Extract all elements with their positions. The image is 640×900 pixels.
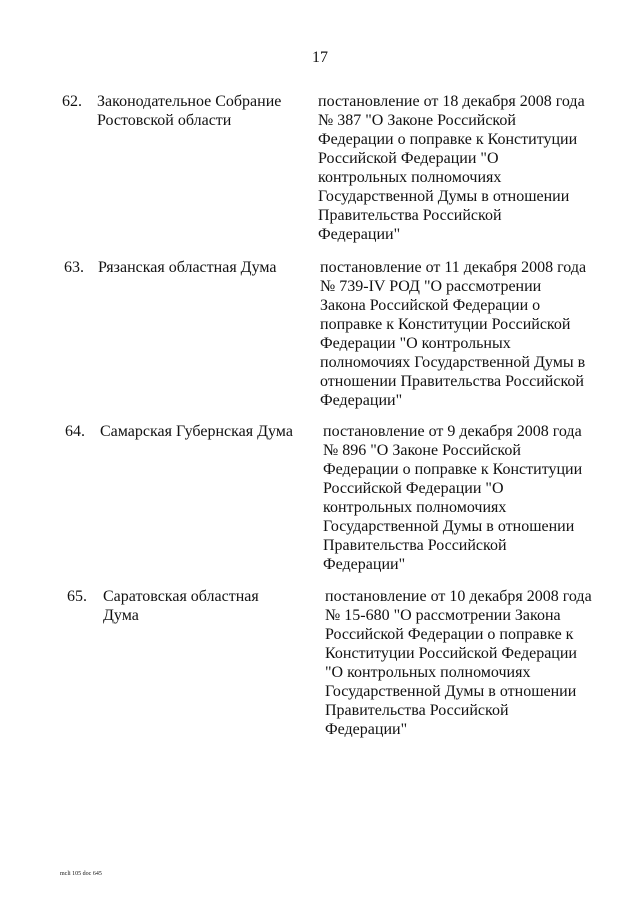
resolution-line: Российской Федерации "О	[318, 150, 499, 167]
organization-name	[98, 258, 308, 277]
resolution-text	[320, 258, 585, 410]
organization-line: Дума	[103, 607, 139, 624]
organization-line: Ростовской области	[97, 112, 232, 129]
resolution-line: Российской Федерации "О	[323, 480, 504, 497]
resolution-text	[318, 92, 583, 244]
resolution-line: Государственной Думы в отношении	[318, 188, 570, 205]
resolution-line: Федерации о поправке к Конституции	[323, 461, 583, 478]
resolution-line: Федерации "О контрольных	[320, 335, 511, 352]
resolution-line: Закона Российской Федерации о	[320, 297, 541, 314]
resolution-line: № 739-IV РОД "О рассмотрении	[320, 278, 542, 295]
resolution-line: Федерации"	[325, 721, 408, 738]
resolution-line: Конституции Российской Федерации	[325, 645, 577, 662]
entry-number: 64.	[65, 423, 85, 440]
page-number: 17	[312, 49, 328, 66]
resolution-line: постановление от 11 декабря 2008 года	[320, 259, 587, 276]
resolution-line: Федерации о поправке к Конституции	[318, 131, 578, 148]
resolution-line: Государственной Думы в отношении	[323, 518, 575, 535]
resolution-line: постановление от 9 декабря 2008 года	[323, 423, 582, 440]
resolution-line: Федерации"	[323, 556, 406, 573]
organization-line: Саратовская областная	[103, 588, 259, 605]
resolution-line: Федерации"	[320, 392, 403, 409]
entry-number: 63.	[64, 259, 84, 276]
organization-line: Самарская Губернская Дума	[100, 423, 293, 440]
resolution-text	[325, 587, 590, 739]
entry-number: 65.	[67, 588, 87, 605]
resolution-line: Российской Федерации о поправке к	[325, 626, 574, 643]
resolution-line: полномочиях Государственной Думы в	[320, 354, 586, 371]
resolution-line: "О контрольных полномочиях	[325, 664, 531, 681]
organization-name	[100, 422, 310, 441]
resolution-line: поправке к Конституции Российской	[320, 316, 571, 333]
resolution-text	[323, 422, 588, 574]
organization-name	[97, 92, 307, 130]
resolution-line: № 387 "О Законе Российской	[318, 112, 516, 129]
resolution-line: постановление от 18 декабря 2008 года	[318, 93, 585, 110]
resolution-line: Правительства Российской	[318, 207, 502, 224]
organization-line: Законодательное Собрание	[97, 93, 282, 110]
resolution-line: Правительства Российской	[325, 702, 509, 719]
resolution-line: контрольных полномочиях	[323, 499, 507, 516]
resolution-line: Федерации"	[318, 226, 401, 243]
resolution-line: постановление от 10 декабря 2008 года	[325, 588, 592, 605]
resolution-line: отношении Правительства Российской	[320, 373, 584, 390]
organization-line: Рязанская областная Дума	[98, 259, 277, 276]
resolution-line: № 896 "О Законе Российской	[323, 442, 521, 459]
organization-name	[103, 587, 313, 625]
resolution-line: Правительства Российской	[323, 537, 507, 554]
resolution-line: № 15-680 "О рассмотрении Закона	[325, 607, 561, 624]
resolution-line: контрольных полномочиях	[318, 169, 502, 186]
entry-number: 62.	[62, 93, 82, 110]
footer-code: mcli 105 doc 645	[60, 871, 102, 877]
resolution-line: Государственной Думы в отношении	[325, 683, 577, 700]
